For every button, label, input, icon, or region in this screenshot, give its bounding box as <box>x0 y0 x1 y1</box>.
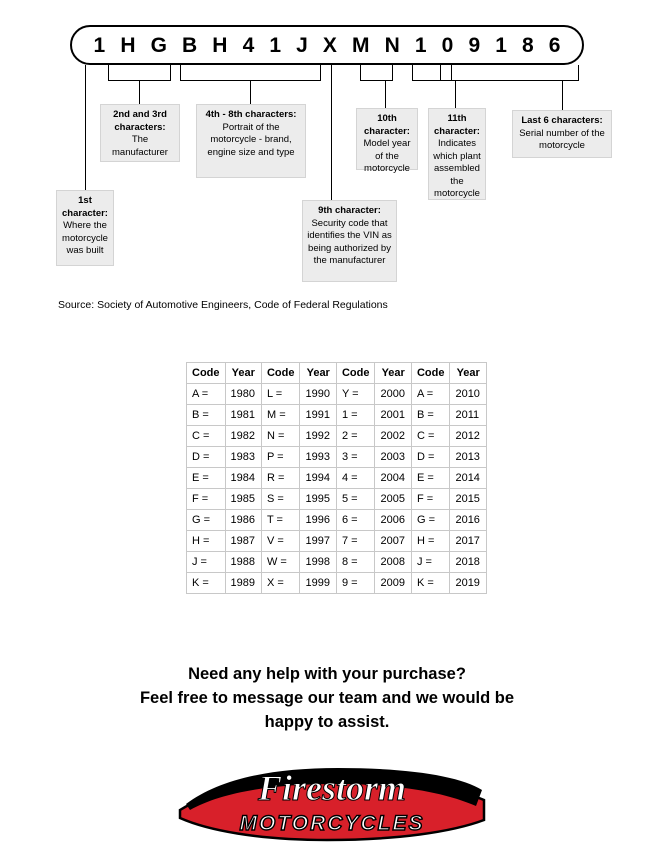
column-header: Code <box>261 363 300 384</box>
cell-year: 2002 <box>375 426 411 447</box>
cell-code: R = <box>261 468 300 489</box>
cell-code: F = <box>411 489 450 510</box>
callout-eleventh-character <box>428 108 486 200</box>
callout-title: 11th character: <box>434 113 480 137</box>
cell-year: 1985 <box>225 489 261 510</box>
cell-year: 2012 <box>450 426 486 447</box>
vin-char: 1 <box>495 33 507 57</box>
vin-char: H <box>212 33 228 57</box>
cell-year: 1988 <box>225 552 261 573</box>
cell-code: D = <box>187 447 226 468</box>
vin-char: N <box>384 33 400 57</box>
table-row <box>187 531 487 552</box>
cell-code: H = <box>411 531 450 552</box>
cell-year: 2013 <box>450 447 486 468</box>
callout-second-third-characters <box>100 104 180 162</box>
cell-year: 2003 <box>375 447 411 468</box>
column-header: Code <box>336 363 375 384</box>
callout-body: Indicates which plant assembled the motorcycle <box>433 138 481 200</box>
cell-code: B = <box>187 405 226 426</box>
table-row <box>187 426 487 447</box>
leader-line <box>331 80 332 200</box>
cell-code: K = <box>411 573 450 594</box>
callout-body: The manufacturer <box>112 134 168 158</box>
cell-code: B = <box>411 405 450 426</box>
callout-title: 9th character: <box>318 205 381 216</box>
vin-char: X <box>322 33 337 57</box>
column-header: Code <box>411 363 450 384</box>
cell-code: 8 = <box>336 552 375 573</box>
table-row <box>187 573 487 594</box>
cell-year: 1997 <box>300 531 336 552</box>
cell-year: 1987 <box>225 531 261 552</box>
cell-year: 2001 <box>375 405 411 426</box>
cell-year: 1983 <box>225 447 261 468</box>
vin-number-display <box>70 25 584 65</box>
table-row <box>187 405 487 426</box>
cell-code: G = <box>411 510 450 531</box>
callout-tenth-character <box>356 108 418 175</box>
callout-body: Where the motorcycle was built <box>62 220 108 257</box>
cell-code: 7 = <box>336 531 375 552</box>
cell-year: 2005 <box>375 489 411 510</box>
cell-code: K = <box>187 573 226 594</box>
cell-code: N = <box>261 426 300 447</box>
callout-ninth-character <box>302 200 397 282</box>
logo-secondary-text: MOTORCYCLES <box>239 812 425 835</box>
leader-line <box>562 80 563 110</box>
cell-year: 1981 <box>225 405 261 426</box>
bracket-bar <box>412 80 441 81</box>
cell-year: 1991 <box>300 405 336 426</box>
column-header: Code <box>187 363 226 384</box>
vin-char: B <box>182 33 198 57</box>
cell-code: 9 = <box>336 573 375 594</box>
leader-line <box>385 80 386 108</box>
cell-year: 2019 <box>450 573 486 594</box>
leader-line <box>139 80 140 104</box>
cell-year: 2009 <box>375 573 411 594</box>
vin-char: 1 <box>269 33 282 57</box>
table-row <box>187 510 487 531</box>
bracket-tick <box>440 65 441 80</box>
cell-year: 1982 <box>225 426 261 447</box>
cell-year: 2000 <box>375 384 411 405</box>
leader-line <box>85 80 86 190</box>
cell-year: 2007 <box>375 531 411 552</box>
cell-year: 2015 <box>450 489 486 510</box>
cell-year: 2008 <box>375 552 411 573</box>
table-row <box>187 468 487 489</box>
cell-code: D = <box>411 447 450 468</box>
cell-code: T = <box>261 510 300 531</box>
help-line-3: happy to assist. <box>264 712 390 731</box>
vin-diagram <box>0 0 654 311</box>
table-row <box>187 447 487 468</box>
cell-code: X = <box>261 573 300 594</box>
cell-year: 1990 <box>300 384 336 405</box>
cell-year: 1989 <box>225 573 261 594</box>
cell-year: 2018 <box>450 552 486 573</box>
callout-fourth-eighth-characters <box>196 104 306 178</box>
callout-title: 2nd and 3rd characters: <box>113 109 167 133</box>
vin-char: 8 <box>522 33 534 57</box>
callout-body: Portrait of the motorcycle - brand, engine size and type <box>207 121 295 158</box>
help-message <box>0 663 654 735</box>
callout-title: 10th character: <box>364 113 410 137</box>
vin-char: J <box>296 33 308 57</box>
cell-year: 2004 <box>375 468 411 489</box>
firestorm-motorcycles-logo <box>172 760 492 845</box>
cell-code: G = <box>187 510 226 531</box>
vin-char: H <box>120 33 136 57</box>
callout-last-six-characters <box>512 110 612 158</box>
bracket-bar <box>451 80 579 81</box>
source-note: Source: Society of Automotive Engineers, Code of Federal Regulations <box>58 299 388 311</box>
column-header: Year <box>375 363 411 384</box>
bracket-tick <box>451 65 452 80</box>
cell-code: 1 = <box>336 405 375 426</box>
cell-year: 2017 <box>450 531 486 552</box>
cell-code: 6 = <box>336 510 375 531</box>
callout-body: Security code that identifies the VIN as being authorized by the manufacturer <box>307 217 392 267</box>
cell-code: E = <box>187 468 226 489</box>
cell-code: E = <box>411 468 450 489</box>
bracket-bar <box>360 80 393 81</box>
cell-year: 1984 <box>225 468 261 489</box>
cell-year: 2016 <box>450 510 486 531</box>
cell-code: 4 = <box>336 468 375 489</box>
cell-code: J = <box>411 552 450 573</box>
cell-year: 1980 <box>225 384 261 405</box>
callout-title: 4th - 8th characters: <box>205 109 297 120</box>
bracket-tick <box>412 65 413 80</box>
callout-body: Serial number of the motorcycle <box>519 127 605 152</box>
cell-year: 1986 <box>225 510 261 531</box>
cell-year: 1993 <box>300 447 336 468</box>
vin-char: 6 <box>548 33 561 57</box>
bracket-tick <box>170 65 171 80</box>
vin-char: 4 <box>242 33 255 57</box>
callout-title: Last 6 characters: <box>521 115 603 126</box>
cell-year: 1996 <box>300 510 336 531</box>
column-header: Year <box>225 363 261 384</box>
bracket-tick <box>108 65 109 80</box>
cell-code: P = <box>261 447 300 468</box>
leader-line <box>85 65 86 80</box>
cell-code: J = <box>187 552 226 573</box>
cell-code: F = <box>187 489 226 510</box>
cell-year: 2006 <box>375 510 411 531</box>
cell-code: A = <box>187 384 226 405</box>
vin-char: 1 <box>93 33 106 57</box>
logo-primary-text: Firestorm <box>257 768 407 808</box>
bracket-tick <box>180 65 181 80</box>
cell-code: Y = <box>336 384 375 405</box>
codes-table <box>186 362 487 594</box>
help-line-2: Feel free to message our team and we would be <box>139 688 515 707</box>
table-row <box>187 384 487 405</box>
cell-code: M = <box>261 405 300 426</box>
cell-year: 1995 <box>300 489 336 510</box>
model-year-code-table <box>186 362 487 594</box>
callout-title: 1st character: <box>62 195 108 219</box>
cell-year: 2011 <box>450 405 486 426</box>
table-row <box>187 489 487 510</box>
cell-code: A = <box>411 384 450 405</box>
vin-char: 0 <box>441 33 454 57</box>
column-header: Year <box>300 363 336 384</box>
cell-code: C = <box>411 426 450 447</box>
callout-first-character <box>56 190 114 266</box>
bracket-tick <box>360 65 361 80</box>
vin-char: 1 <box>414 33 427 57</box>
vin-char: 9 <box>468 33 481 57</box>
cell-year: 2014 <box>450 468 486 489</box>
cell-year: 1999 <box>300 573 336 594</box>
table-row <box>187 552 487 573</box>
help-line-1: Need any help with your purchase? <box>188 665 466 683</box>
cell-code: 2 = <box>336 426 375 447</box>
column-header: Year <box>450 363 486 384</box>
cell-year: 2010 <box>450 384 486 405</box>
callout-body: Model year of the motorcycle <box>363 138 411 175</box>
cell-code: W = <box>261 552 300 573</box>
cell-code: S = <box>261 489 300 510</box>
leader-line <box>455 80 456 108</box>
cell-code: C = <box>187 426 226 447</box>
bracket-tick <box>578 65 579 80</box>
cell-year: 1998 <box>300 552 336 573</box>
cell-code: L = <box>261 384 300 405</box>
cell-code: V = <box>261 531 300 552</box>
leader-line <box>250 80 251 104</box>
table-header-row <box>187 363 487 384</box>
cell-year: 1992 <box>300 426 336 447</box>
bracket-tick <box>320 65 321 80</box>
vin-char: G <box>150 33 167 57</box>
bracket-tick <box>392 65 393 80</box>
cell-year: 1994 <box>300 468 336 489</box>
vin-char: M <box>352 33 370 57</box>
leader-line <box>331 65 332 80</box>
cell-code: H = <box>187 531 226 552</box>
cell-code: 3 = <box>336 447 375 468</box>
cell-code: 5 = <box>336 489 375 510</box>
